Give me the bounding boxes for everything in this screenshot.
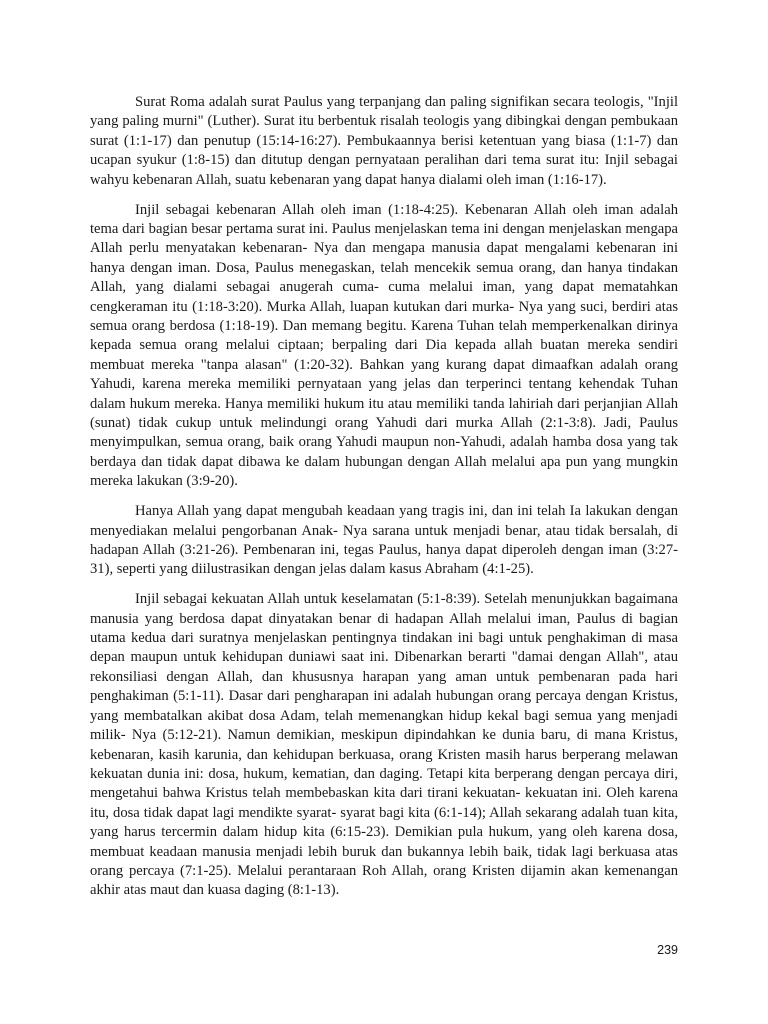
paragraph-4: Injil sebagai kekuatan Allah untuk keselamatan (5:1-8:39). Setelah menunjukkan bagaimana manusia yang berdosa dapat dinyatakan benar di hadapan Allah melalui iman, Paulus di bagian utama kedua dari suratnya menjelaskan pentingnya tindakan ini bagi untuk penghakiman di masa depan maupun untuk kehidupan duniawi saat ini. Dibenarkan berarti "damai dengan Allah", atau rekonsiliasi dengan Allah, dan khususnya harapan yang aman untuk pembenaran pada hari penghakiman (5:1-11). Dasar dari pengharapan ini adalah hubungan orang percaya dengan Kristus, yang membatalkan akibat dosa Adam, telah memenangkan hidup kekal bagi semua yang menjadi milik- Nya (5:12-21). Namun demikian, meskipun dipindahkan ke dunia baru, di mana Kristus, kebenaran, kasih karunia, dan kehidupan berkuasa, orang Kristen masih harus berperang melawan kekuatan dunia ini: dosa, hukum, kematian, dan daging. Tetapi kita berperang dengan percaya diri, mengetahui bahwa Kristus telah membebaskan kita dari tirani kekuatan- kekuatan ini. Oleh karena itu, dosa tidak dapat lagi mendikte syarat- syarat bagi kita (6:1-14); Allah sekarang adalah tuan kita, yang harus tercermin dalam hidup kita (6:15-23). Demikian pula hukum, yang oleh karena dosa, membuat keadaan manusia menjadi lebih buruk dan bukannya lebih baik, tidak lagi berkuasa atas orang percaya (7:1-25). Melalui perantaraan Roh Allah, orang Kristen dijamin akan kemenangan akhir atas maut dan kuasa daging (8:1-13).	[90, 591, 678, 899]
paragraph-3: Hanya Allah yang dapat mengubah keadaan yang tragis ini, dan ini telah Ia lakukan dengan menyediakan melalui pengorbanan Anak- Nya sarana untuk menjadi benar, atau tidak bersalah, di hadapan Allah (3:21-26). Pembenaran ini, tegas Paulus, hanya dapat diperoleh dengan iman (3:27-31), seperti yang diilustrasikan dengan jelas dalam kasus Abraham (4:1-25).	[90, 503, 678, 578]
body-text	[90, 93, 678, 911]
paragraph-2: Injil sebagai kebenaran Allah oleh iman (1:18-4:25). Kebenaran Allah oleh iman adalah tema dari bagian besar pertama surat ini. Paulus menjelaskan tema ini dengan menjelaskan mengapa Allah perlu menyatakan kebenaran- Nya dan mengapa manusia dapat mengalami kebenaran ini hanya dengan iman. Dosa, Paulus menegaskan, telah mencekik semua orang, dan hanya tindakan Allah, yang dialami sebagai anugerah cuma- cuma melalui iman, yang dapat mematahkan cengkeraman itu (1:18-3:20). Murka Allah, luapan kutukan dari murka- Nya yang suci, berdiri atas semua orang berdosa (1:18-19). Dan memang begitu. Karena Tuhan telah memperkenalkan dirinya kepada semua orang melalui ciptaan; berpaling dari Dia kepada allah buatan mereka sendiri membuat mereka "tanpa alasan" (1:20-32). Bahkan yang kurang dapat dimaafkan adalah orang Yahudi, karena mereka memiliki pernyataan yang jelas dan terperinci tentang kehendak Tuhan dalam hukum mereka. Hanya memiliki hukum itu atau memiliki tanda lahiriah dari perjanjian Allah (sunat) tidak cukup untuk melindungi orang Yahudi dari murka Allah (2:1-3:8). Jadi, Paulus menyimpulkan, semua orang, baik orang Yahudi maupun non-Yahudi, adalah hamba dosa yang tak berdaya dan tidak dapat dibawa ke dalam hubungan dengan Allah melalui apa pun yang mungkin mereka lakukan (3:9-20).	[90, 201, 678, 490]
paragraph-1: Surat Roma adalah surat Paulus yang terpanjang dan paling signifikan secara teologis, "Injil yang paling murni" (Luther). Surat itu berbentuk risalah teologis yang dibingkai dengan pembukaan surat (1:1-17) dan penutup (15:14-16:27). Pembukaannya berisi ketentuan yang biasa (1:1-7) dan ucapan syukur (1:8-15) dan ditutup dengan pernyataan peralihan dari tema surat itu: Injil sebagai wahyu kebenaran Allah, suatu kebenaran yang dapat hanya dialami oleh iman (1:16-17).	[90, 94, 678, 188]
page-number: 239	[657, 943, 678, 957]
